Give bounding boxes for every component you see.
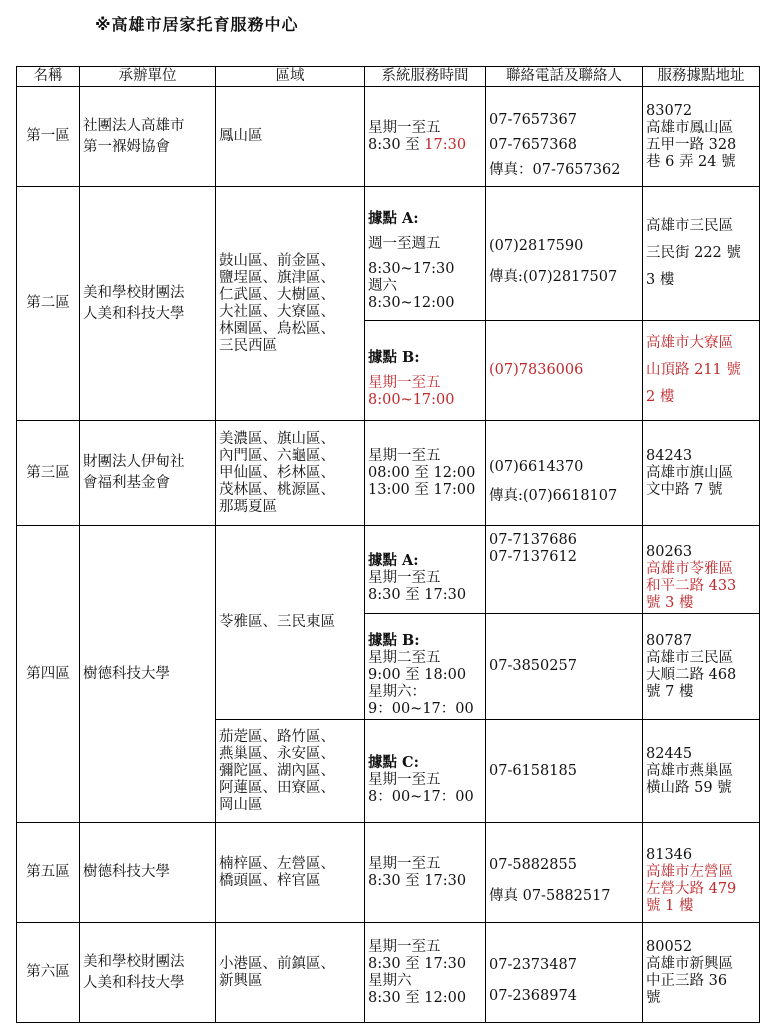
header-contact: 聯絡電話及聯絡人 — [486, 67, 643, 87]
site-label: 據點 C: — [368, 753, 419, 771]
service-hours: 星期一至五 8:30 至 17:30 — [368, 570, 467, 603]
contact — [486, 421, 643, 526]
service-time-text: 星期一至五 8:30 至 — [368, 119, 441, 153]
address — [643, 823, 760, 923]
phone: (07)7836006 — [486, 321, 643, 421]
service-hours: 星期二至五 9:00 至 18:00 星期六： 9：00~17：00 — [368, 650, 474, 717]
contact — [486, 87, 643, 187]
document-title: ※高雄市居家托育服務中心 — [95, 15, 299, 34]
address: 84243 高雄市旗山區 文中路 7 號 — [643, 421, 760, 526]
address-text: 高雄市苓雅區 和平二路 433 號 3 樓 — [646, 561, 737, 611]
area: 楠梓區、左營區、 橋頭區、梓官區 — [216, 823, 365, 923]
service-time: 星期一至五 8:30 至 17:30 星期六 8:30 至 12:00 — [365, 923, 486, 1023]
service-time: 星期一至五 8:30 至 17:30 — [365, 823, 486, 923]
header-org: 承辦單位 — [80, 67, 216, 87]
address: 80787 高雄市三民區 大順二路 468 號 7 樓 — [643, 614, 760, 720]
header-row — [17, 67, 760, 87]
service-days: 週一至週五 — [368, 236, 441, 252]
service-hours: 星期一至五 8:00~17:00 — [368, 375, 455, 408]
service-time — [365, 526, 486, 614]
area: 小港區、前鎮區、 新興區 — [216, 923, 365, 1023]
area: 苓雅區、三民東區 — [216, 526, 365, 720]
region-name: 第六區 — [17, 923, 80, 1023]
service-time — [365, 720, 486, 823]
organization: 社團法人高雄市 第一褓姆協會 — [80, 87, 216, 187]
service-time: 星期一至五 08:00 至 12:00 13:00 至 17:00 — [365, 421, 486, 526]
address: 83072 高雄市鳳山區 五甲一路 328 巷 6 弄 24 號 — [643, 87, 760, 187]
phone: 07-2368974 — [489, 988, 577, 1004]
site-label: 據點 A: — [368, 552, 419, 569]
header-name: 名稱 — [17, 67, 80, 87]
address: 高雄市三民區 三民街 222 號 3 樓 — [643, 187, 760, 321]
area: 鼓山區、前金區、 鹽埕區、旗津區、 仁武區、大樹區、 大社區、大寮區、 林園區、鳥松區、 三民西區 — [216, 187, 365, 421]
contact — [486, 923, 643, 1023]
region-name: 第四區 — [17, 526, 80, 823]
address: 82445 高雄市燕巢區 橫山路 59 號 — [643, 720, 760, 823]
table-row — [17, 823, 760, 923]
contact — [486, 823, 643, 923]
phone: 07-2373487 — [489, 957, 577, 973]
phone: 07-5882855 — [489, 857, 577, 873]
service-time — [365, 614, 486, 720]
table-row — [17, 187, 760, 321]
fax: 傳真：07-7657362 — [489, 161, 621, 178]
header-time: 系統服務時間 — [365, 67, 486, 87]
area: 美濃區、旗山區、 內門區、六龜區、 甲仙區、杉林區、 茂林區、桃源區、 那瑪夏區 — [216, 421, 365, 526]
area: 茄萣區、路竹區、 燕巢區、永安區、 彌陀區、湖內區、 阿蓮區、田寮區、 岡山區 — [216, 720, 365, 823]
phone: 07-6158185 — [486, 720, 643, 823]
organization: 美和學校財團法 人美和科技大學 — [80, 923, 216, 1023]
address — [643, 526, 760, 614]
organization: 樹德科技大學 — [80, 526, 216, 823]
contact — [486, 187, 643, 321]
header-area: 區域 — [216, 67, 365, 87]
header-address: 服務據點地址 — [643, 67, 760, 87]
organization: 財團法人伊甸社 會福利基金會 — [80, 421, 216, 526]
phone: 07-3850257 — [486, 614, 643, 720]
site-label: 據點 A: — [368, 210, 419, 227]
region-name: 第一區 — [17, 87, 80, 187]
fax: 傳真:(07)2817507 — [489, 269, 618, 285]
fax: 傳真:(07)6618107 — [489, 487, 618, 504]
service-time — [365, 187, 486, 321]
phone: 07-7657367 — [489, 111, 577, 128]
table-row — [17, 87, 760, 187]
phone: 07-7657368 — [489, 136, 577, 153]
area: 鳳山區 — [216, 87, 365, 187]
table-row — [17, 421, 760, 526]
table-row — [17, 923, 760, 1023]
service-time-end: 17:30 — [424, 136, 467, 153]
service-time — [365, 87, 486, 187]
phone: (07)2817590 — [489, 238, 584, 254]
service-time — [365, 321, 486, 421]
fax: 傳真 07-5882517 — [489, 888, 611, 904]
organization: 樹德科技大學 — [80, 823, 216, 923]
postal-code: 80263 — [646, 544, 693, 560]
address: 高雄市大寮區 山頂路 211 號 2 樓 — [643, 321, 760, 421]
organization: 美和學校財團法 人美和科技大學 — [80, 187, 216, 421]
service-hours: 8:30~17:30 週六 8:30~12:00 — [368, 261, 455, 311]
table-row — [17, 526, 760, 614]
region-name: 第三區 — [17, 421, 80, 526]
region-name: 第二區 — [17, 187, 80, 421]
service-center-table — [16, 66, 760, 1023]
address: 80052 高雄市新興區 中正三路 36 號 — [643, 923, 760, 1023]
phone: (07)6614370 — [489, 458, 584, 475]
region-name: 第五區 — [17, 823, 80, 923]
phone: 07-7137686 07-7137612 — [486, 526, 643, 614]
site-label: 據點 B: — [368, 632, 420, 649]
postal-code: 81346 — [646, 847, 693, 863]
site-label: 據點 B: — [368, 349, 420, 366]
service-hours: 星期一至五 8：00~17：00 — [368, 771, 474, 805]
address-text: 高雄市左營區 左營大路 479 號 1 樓 — [646, 864, 737, 914]
